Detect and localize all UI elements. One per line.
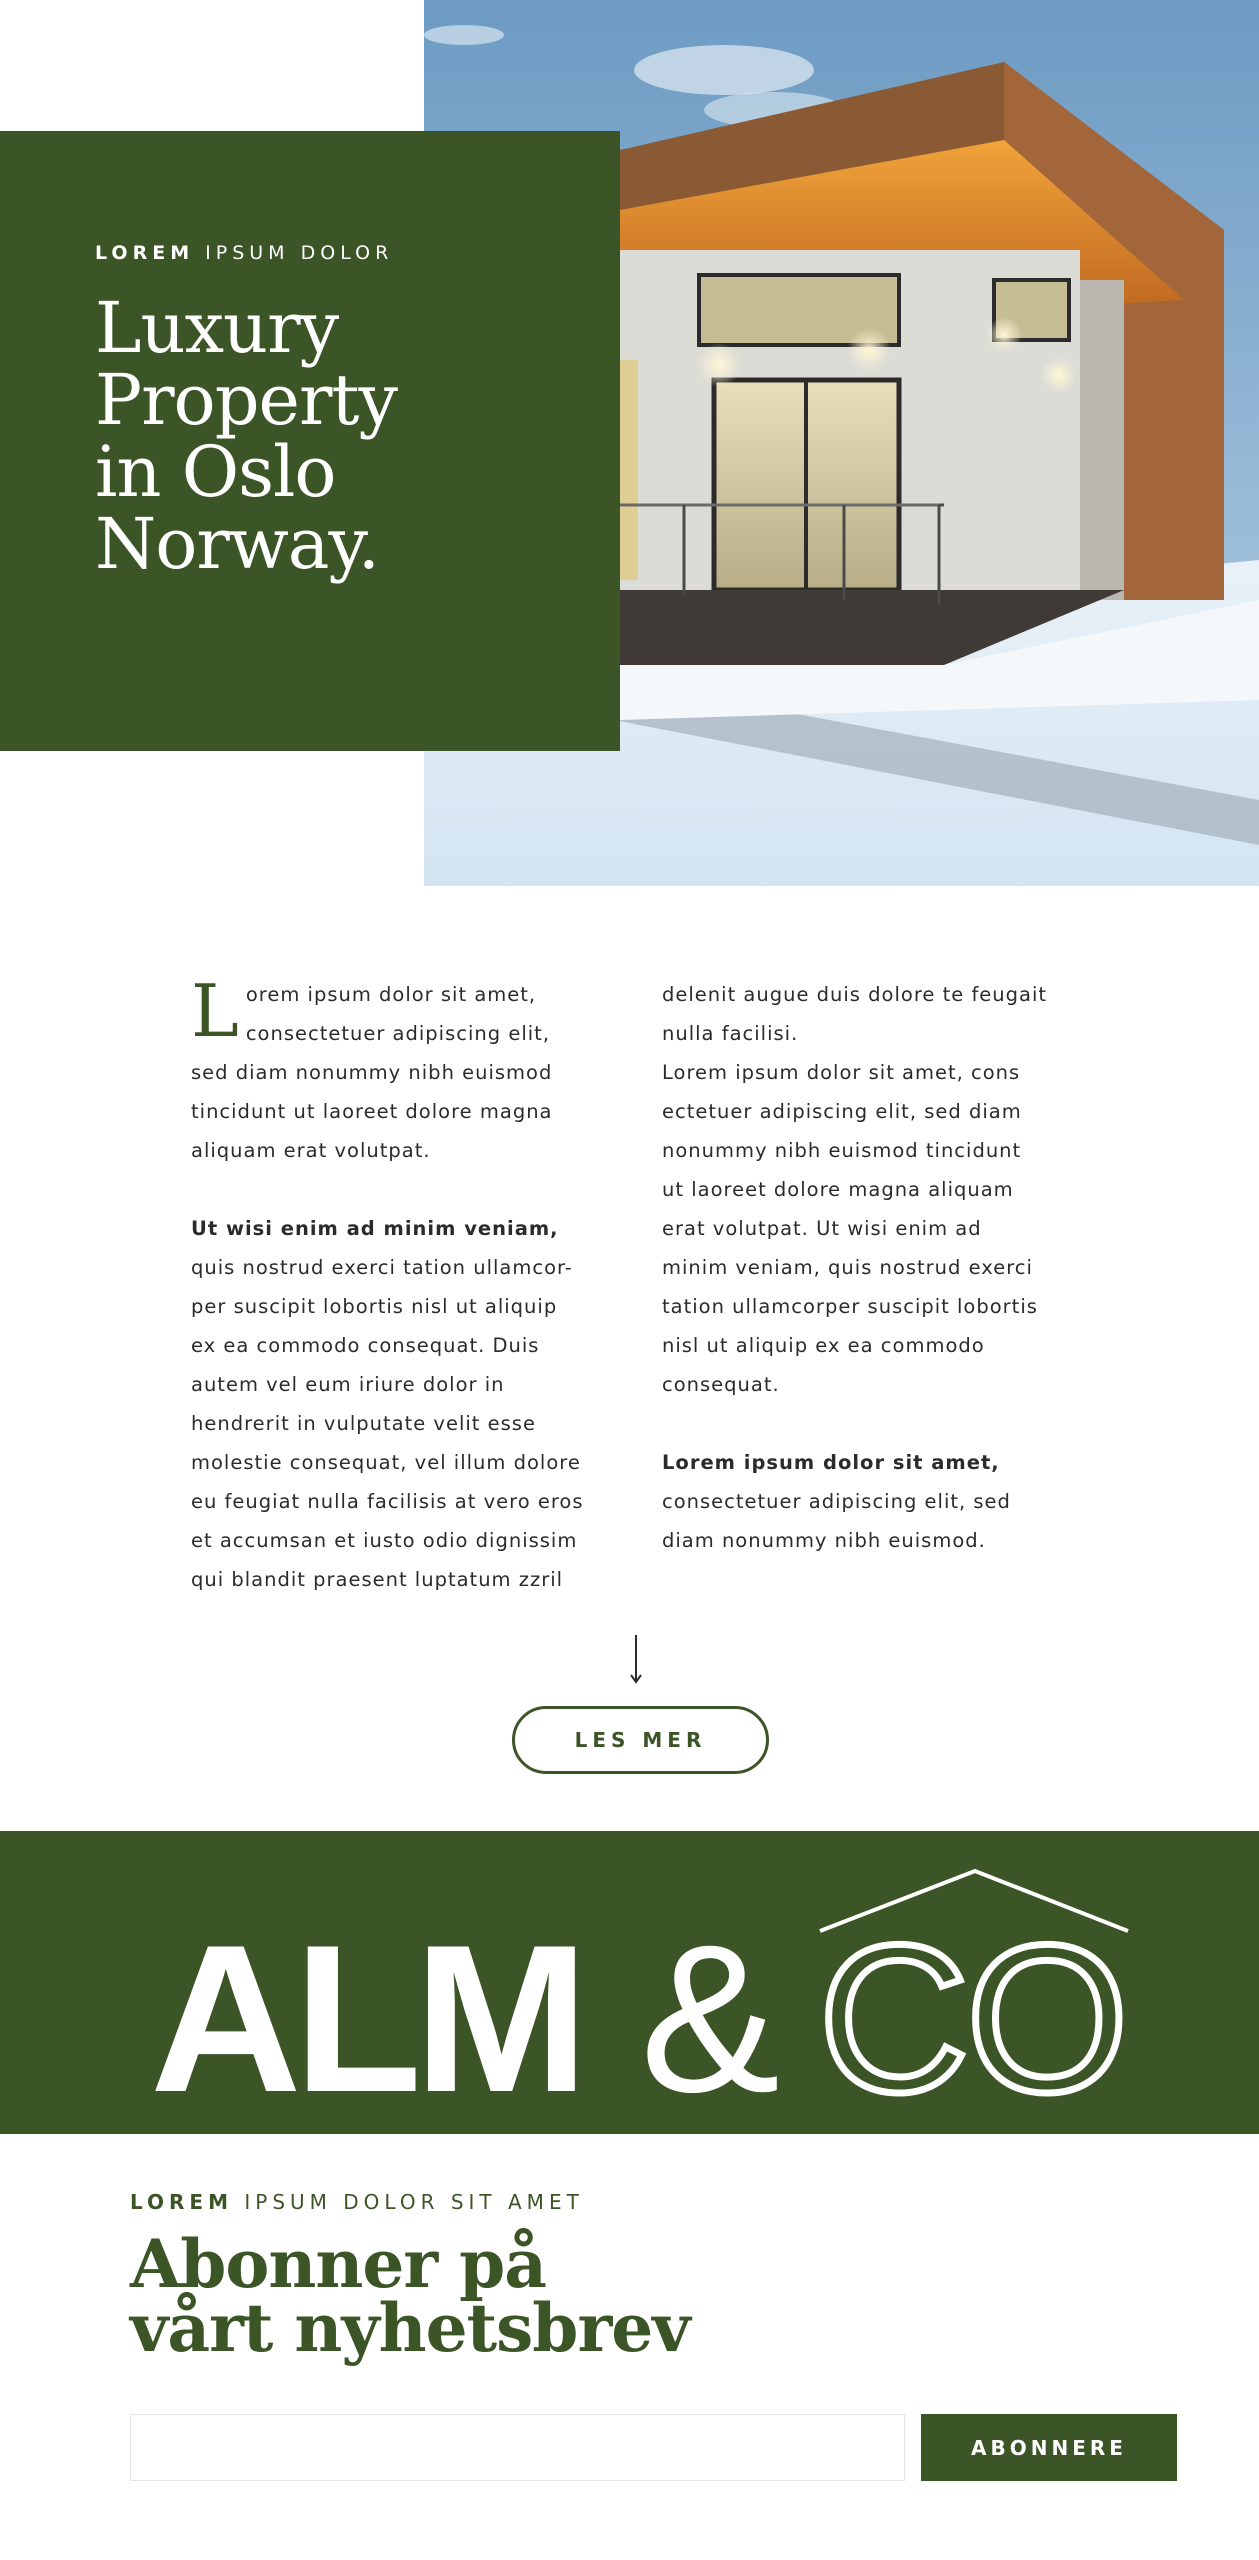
hero-title-line: in Oslo (95, 431, 336, 513)
text-line: quis nostrud exerci tation ullamcor- (191, 1256, 573, 1279)
newsletter-eyebrow (130, 2190, 584, 2214)
text-line: diam nonummy nibh euismod. (662, 1529, 986, 1552)
text-line: nulla facilisi. (662, 1022, 799, 1045)
text-line: consectetuer adipiscing elit, (245, 1022, 551, 1045)
hero-title-line: Luxury (95, 287, 339, 369)
text-line: aliquam erat volutpat. (191, 1139, 431, 1162)
newsletter-title-line: Abonner på (130, 2225, 547, 2303)
hero-eyebrow-bold: LOREM (95, 242, 195, 264)
bold-lead: Lorem ipsum dolor sit amet, (662, 1451, 1000, 1474)
brand-logo (0, 1831, 1259, 2134)
arrow-down-icon (630, 1635, 642, 1685)
text-line: molestie consequat, vel illum dolore (191, 1451, 581, 1474)
text-line: minim veniam, quis nostrud exerci (662, 1256, 1033, 1279)
subscribe-button[interactable]: ABONNERE (921, 2414, 1177, 2481)
article-column-left (191, 969, 621, 1599)
text-line: nisl ut aliquip ex ea commodo (662, 1334, 985, 1357)
drop-cap: L (191, 969, 240, 1053)
text-line: tation ullamcorper suscipit lobortis (662, 1295, 1038, 1318)
newsletter-eyebrow-bold: LOREM (130, 2190, 233, 2214)
text-line-bold (662, 1443, 1092, 1482)
text-line: ectetuer adipiscing elit, sed diam (662, 1100, 1022, 1123)
logo-text-co: CO (818, 1901, 1125, 2134)
text-line: sed diam nonummy nibh euismod (191, 1061, 553, 1084)
hero-title-line: Norway. (95, 503, 380, 585)
article-column-right (662, 975, 1092, 1560)
text-line: nonummy nibh euismod tincidunt (662, 1139, 1022, 1162)
logo-ampersand: & (640, 1901, 781, 2134)
text-line: qui blandit praesent luptatum zzril (191, 1568, 564, 1591)
text-line: consectetuer adipiscing elit, sed (662, 1490, 1011, 1513)
hero-eyebrow (95, 242, 393, 264)
text-line: eu feugiat nulla facilisis at vero eros (191, 1490, 584, 1513)
newsletter-title (130, 2225, 690, 2367)
text-line: erat volutpat. Ut wisi enim ad (662, 1217, 982, 1240)
text-line: autem vel eum iriure dolor in (191, 1373, 505, 1396)
email-input[interactable] (130, 2414, 905, 2481)
newsletter-title-line: vårt nyhetsbrev (130, 2289, 690, 2367)
text-line: et accumsan et iusto odio dignissim (191, 1529, 578, 1552)
text-line-bold (191, 1209, 621, 1248)
hero-title-line: Property (95, 359, 398, 441)
text-line: tincidunt ut laoreet dolore magna (191, 1100, 553, 1123)
hero-eyebrow-light: IPSUM DOLOR (205, 242, 394, 264)
bold-lead: Ut wisi enim ad minim veniam, (191, 1217, 559, 1240)
logo-band (0, 1831, 1259, 2134)
text-line: ut laoreet dolore magna aliquam (662, 1178, 1014, 1201)
logo-text-alm: ALM (150, 1901, 581, 2134)
text-line: consequat. (662, 1373, 780, 1396)
text-line: orem ipsum dolor sit amet, (245, 983, 537, 1006)
text-line: hendrerit in vulputate velit esse (191, 1412, 536, 1435)
text-line: delenit augue duis dolore te feugait (662, 983, 1048, 1006)
hero-title (95, 287, 575, 585)
text-line: Lorem ipsum dolor sit amet, cons (662, 1061, 1021, 1084)
newsletter-eyebrow-light: IPSUM DOLOR SIT AMET (244, 2190, 584, 2214)
text-line: ex ea commodo consequat. Duis (191, 1334, 540, 1357)
text-line: per suscipit lobortis nisl ut aliquip (191, 1295, 558, 1318)
read-more-button[interactable]: LES MER (512, 1706, 769, 1774)
